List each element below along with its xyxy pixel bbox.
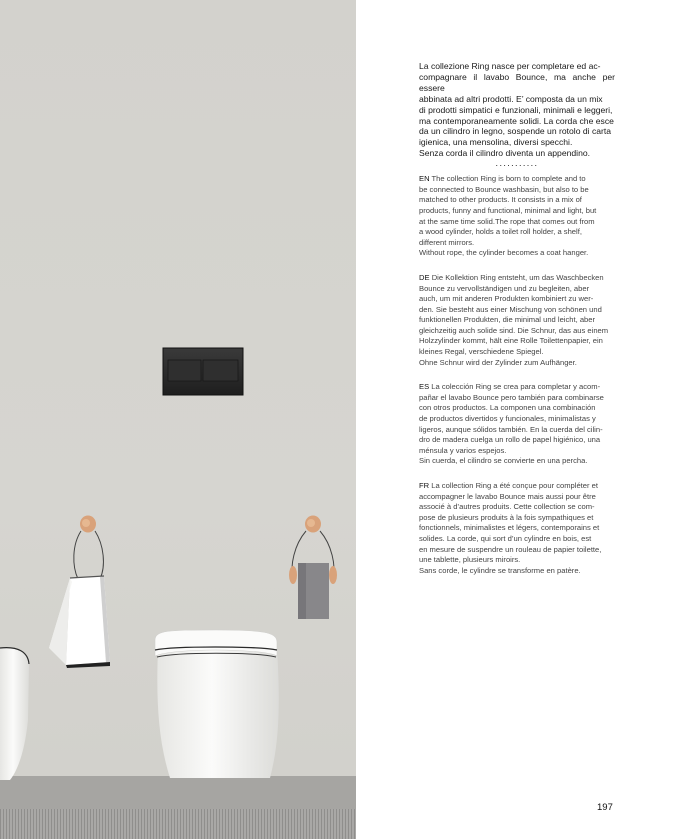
- towel-ring-icon: [49, 516, 110, 669]
- german-paragraph: DE Die Kollektion Ring entsteht, um das Waschbecken Bounce zu vervollständigen und zu begleiten, aber auch, um mit anderen Produkten kombiniert zu wer- den. Sie besteht aus einer Mischung von schönen und funktionellen Produkten, die minimal und leicht, aber gleichzeitig auch solide sind. Die Schnur, das aus einem Holzzylinder kommt, hält eine Rolle Toilettenpapier, ein kleines Regal, verschiedene Spiegel. Ohne Schnur wird der Zylinder zum Aufhänger.: [419, 272, 609, 367]
- bidet-icon: [0, 648, 29, 780]
- french-paragraph: FR La collection Ring a été conçue pour compléter et accompagner le lavabo Bounce mais aussi pour être associé à d’autres produits. Cette collection se com- pose de plusieurs produits à la fois sympathiques et fonctionnels, minimalistes et légers, contemporains et solides. La corde, qui sort d’un cylindre en bois, est en mesure de suspendre un rouleau de papier toilette, une tablette, plusieurs miroirs. Sans corde, le cylindre se transforme en patère.: [419, 481, 602, 575]
- lang-code-en: EN: [419, 174, 430, 184]
- lang-code-fr: FR: [419, 481, 430, 490]
- page-number: 197: [597, 802, 613, 813]
- italian-paragraph: La collezione Ring nasce per completare ed ac- compagnare il lavabo Bounce, ma anche per essere abbinata ad altri prodotti. E’ composta da un mix di prodotti simpatici e funzionali, minimali e leggeri, ma contemporaneamente solidi. La corda che esce da un cilindro in legno, sospende un rotolo di carta igienica, una mensolina, diversi specchi. Senza corda il cilindro diventa un appendino.: [419, 61, 615, 159]
- toilet-roll-holder-icon: [289, 516, 337, 620]
- english-paragraph: EN The collection Ring is born to complete and to be connected to Bounce washbasin, but also to be matched to other products. It consists in a mix of products, funny and functional, minimal and light, but at the same time solid.The rope that comes out from a wood cylinder, holds a toilet roll holder, a shelf, different mirrors. Without rope, the cylinder becomes a coat hanger.: [419, 174, 597, 258]
- toilet-icon: [155, 630, 279, 778]
- lang-code-es: ES: [419, 382, 430, 392]
- spanish-paragraph: ES La colección Ring se crea para completar y acom- pañar el lavabo Bounce pero también para combinarse con otros productos. La componen una combinación de productos divertidos y funcionales, minimalistas y ligeros, aunque sólidos también. En la cuerda del cilin- dro de madera cuelga un rollo de papel higiénico, una ménsula y varios espejos. Sin cuerda, el cilindro se convierte en una percha.: [419, 382, 604, 466]
- flush-plate-icon: [163, 348, 243, 395]
- lang-code-de: DE: [419, 272, 430, 282]
- separator-dots: ...........: [495, 158, 539, 169]
- text-column: [419, 61, 615, 576]
